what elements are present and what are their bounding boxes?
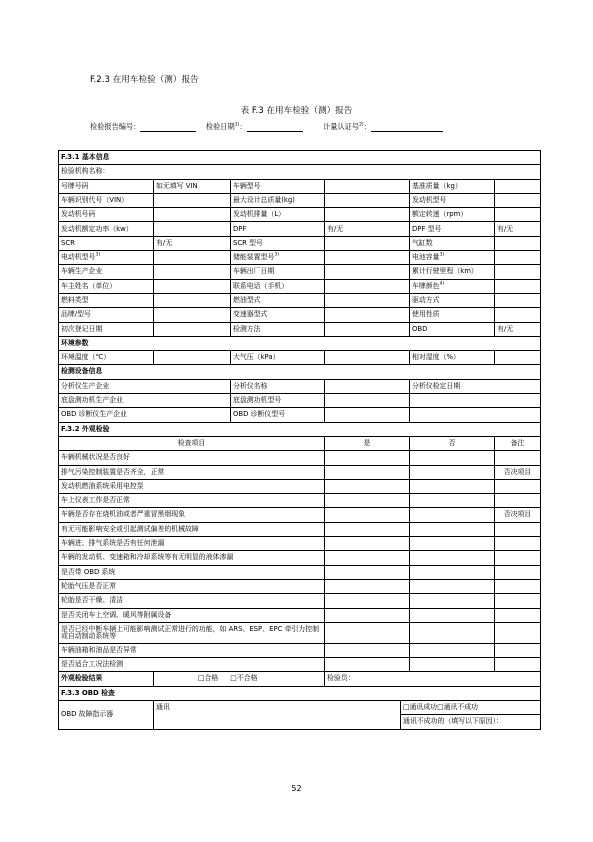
obd-comm-label: 通讯 <box>154 700 401 714</box>
visual-check-row <box>59 608 541 622</box>
battery-capacity-label: 电池容量$^{3)}$ <box>410 251 495 265</box>
table-row <box>59 394 541 408</box>
scr-label: SCR <box>59 236 154 250</box>
section-heading: F.2.3 在用车检验（测）报告 <box>90 75 199 85</box>
check-yes-cell[interactable] <box>325 465 410 479</box>
check-no-cell[interactable] <box>410 643 495 657</box>
basic-info-title: F.3.1 基本信息 <box>59 151 541 165</box>
table-row <box>59 279 541 293</box>
report-no-blank[interactable] <box>140 123 196 132</box>
check-item-label: 是否带 OBD 系统 <box>59 565 325 579</box>
comm-fail-reason: 通讯不成功的（填写以下原因）： <box>401 715 541 729</box>
visual-check-row <box>59 551 541 565</box>
table-row <box>59 700 541 714</box>
check-item-label: 是否适合工况法检测 <box>59 658 325 672</box>
dyno-maker-label: 底盘测功机生产企业 <box>59 394 231 408</box>
check-item-label: 有无可能影响安全或引起测试偏差的机械故障 <box>59 522 325 536</box>
rated-speed-label: 额定转速（rpm） <box>410 208 495 222</box>
phone-label: 联系电话（手机） <box>231 279 325 293</box>
visual-header-note: 备注 <box>495 436 541 450</box>
table-row <box>59 308 541 322</box>
visual-result-row <box>59 672 541 686</box>
obd-tool-maker-label: OBD 诊断仪生产企业 <box>59 408 231 422</box>
date-note: 1) <box>234 122 240 128</box>
check-no-cell[interactable] <box>410 537 495 551</box>
visual-check-row <box>59 508 541 522</box>
table-row <box>59 322 541 336</box>
check-no-cell[interactable] <box>410 658 495 672</box>
dpf-option[interactable]: 有/无 <box>325 222 410 236</box>
plate-no-hint: 如无填写 VIN <box>154 179 231 193</box>
analyzer-maker-label: 分析仪生产企业 <box>59 379 231 393</box>
check-no-cell[interactable] <box>410 465 495 479</box>
analyzer-name-label: 分析仪名称 <box>231 379 325 393</box>
inspection-report-table <box>58 150 541 730</box>
reference-mass-label: 基准质量（kg） <box>410 179 495 193</box>
visual-check-row <box>59 537 541 551</box>
check-note-cell <box>495 658 541 672</box>
fuel-type-label: 燃料类型 <box>59 293 154 307</box>
check-no-cell[interactable] <box>410 594 495 608</box>
visual-header-no: 否 <box>410 436 495 450</box>
fail-checkbox[interactable]: □不合格 <box>230 674 258 683</box>
owner-label: 车主姓名（单位） <box>59 279 154 293</box>
check-item-label: 轮胎气压是否正常 <box>59 579 325 593</box>
analyzer-cal-date-label: 分析仪检定日期 <box>410 379 541 393</box>
visual-check-row <box>59 494 541 508</box>
cert-note: 2) <box>359 122 364 128</box>
rated-power-label: 发动机额定功率（kw） <box>59 222 154 236</box>
test-method-label: 检测方法 <box>231 322 325 336</box>
obd-label: OBD <box>410 322 495 336</box>
cert-colon: ： <box>363 122 371 131</box>
table-row <box>59 265 541 279</box>
check-note-cell <box>495 522 541 536</box>
check-note-cell: 否决项目 <box>495 465 541 479</box>
visual-check-row <box>59 658 541 672</box>
brand-label: 品牌/型号 <box>59 308 154 322</box>
visual-check-row <box>59 579 541 593</box>
testing-org-label: 检验机构名称： <box>59 165 541 179</box>
check-item-label: 是否已经中断车辆上可能影响测试正常进行的功能，如 ARS、ESP、EPC 牵引力控制或自动制动系统等 <box>59 622 325 643</box>
check-no-cell[interactable] <box>410 565 495 579</box>
cylinders-label: 气缸数 <box>410 236 495 250</box>
check-no-cell[interactable] <box>410 522 495 536</box>
plate-no-label: 号牌号码 <box>59 179 154 193</box>
check-yes-cell[interactable] <box>325 643 410 657</box>
check-note-cell <box>495 594 541 608</box>
check-note-cell <box>495 451 541 465</box>
check-yes-cell[interactable] <box>325 522 410 536</box>
obd-indicator-label: OBD 故障指示器 <box>59 700 154 729</box>
visual-title: F.3.2 外观检验 <box>59 422 541 436</box>
check-yes-cell[interactable] <box>325 508 410 522</box>
check-note-cell <box>495 565 541 579</box>
scr-model-label: SCR 型号 <box>231 236 325 250</box>
visual-check-rows <box>59 451 541 672</box>
check-item-label: 车辆进、排气系统是否有任何泄漏 <box>59 537 325 551</box>
check-yes-cell[interactable] <box>325 658 410 672</box>
check-note-cell <box>495 479 541 493</box>
check-yes-cell[interactable] <box>325 494 410 508</box>
max-mass-label: 最大设计总质量(kg) <box>231 193 325 207</box>
check-yes-cell[interactable] <box>325 451 410 465</box>
env-title: 环境参数 <box>59 336 541 350</box>
fuel-supply-label: 燃油型式 <box>231 293 325 307</box>
check-item-label: 发动机燃油系统采用电控泵 <box>59 479 325 493</box>
table-row <box>59 179 541 193</box>
storage-model-label: 储能装置型号$^{3)}$ <box>231 251 325 265</box>
visual-header-row <box>59 436 541 450</box>
check-note-cell <box>495 608 541 622</box>
comm-success-checkbox[interactable]: □通讯成功 <box>403 703 438 711</box>
visual-result-options[interactable] <box>154 672 325 686</box>
visual-header-item: 检查项目 <box>59 436 325 450</box>
check-no-cell[interactable] <box>410 479 495 493</box>
pressure-label: 大气压（kPa） <box>231 351 325 365</box>
check-note-cell <box>495 579 541 593</box>
check-note-cell <box>495 622 541 643</box>
engine-no-label: 发动机号码 <box>59 208 154 222</box>
visual-check-row <box>59 465 541 479</box>
visual-check-row <box>59 594 541 608</box>
check-no-cell[interactable] <box>410 494 495 508</box>
obd-comm-options[interactable] <box>401 700 541 714</box>
page-number: 52 <box>291 784 302 793</box>
check-yes-cell[interactable] <box>325 551 410 565</box>
check-yes-cell[interactable] <box>325 622 410 643</box>
check-note-cell <box>495 494 541 508</box>
usage-label: 使用性质 <box>410 308 495 322</box>
motor-model-label: 电动机型号$^{3)}$ <box>59 251 154 265</box>
table-row <box>59 222 541 236</box>
drive-type-label: 驱动方式 <box>410 293 495 307</box>
comm-fail-checkbox[interactable]: □通讯不成功 <box>437 703 479 711</box>
check-note-cell <box>495 537 541 551</box>
check-note-cell: 否决项目 <box>495 508 541 522</box>
obd-tool-model-label: OBD 诊断仪型号 <box>231 408 325 422</box>
date-label: 检验日期 <box>205 122 235 131</box>
mileage-label: 累计行驶里程（km） <box>410 265 495 279</box>
table-row <box>59 193 541 207</box>
dpf-label: DPF <box>231 222 325 236</box>
vin-label: 车辆识别代号（VIN） <box>59 193 154 207</box>
date-blank[interactable] <box>247 123 303 132</box>
check-item-label: 车辆是否存在烧机油或者严重冒黑烟现象 <box>59 508 325 522</box>
displacement-label: 发动机排量（L） <box>231 208 325 222</box>
check-note-cell <box>495 551 541 565</box>
table-row <box>59 293 541 307</box>
check-item-label: 车辆油箱和油品是否异常 <box>59 643 325 657</box>
check-no-cell[interactable] <box>410 622 495 643</box>
scr-option[interactable]: 有/无 <box>154 236 231 250</box>
visual-check-row <box>59 622 541 643</box>
humidity-label: 相对湿度（%） <box>410 351 495 365</box>
table-row <box>59 351 541 365</box>
plate-color-label: 车牌颜色$^{4)}$ <box>410 279 495 293</box>
visual-check-row <box>59 565 541 579</box>
table-row <box>59 251 541 265</box>
manufacturer-label: 车辆生产企业 <box>59 265 154 279</box>
ambient-temp-label: 环境温度（℃） <box>59 351 154 365</box>
check-yes-cell[interactable] <box>325 537 410 551</box>
check-no-cell[interactable] <box>410 579 495 593</box>
pass-checkbox[interactable]: □合格 <box>198 674 219 683</box>
inspector-label: 检验员： <box>325 672 541 686</box>
production-date-label: 车辆出厂日期 <box>231 265 325 279</box>
report-no-label: 检验报告编号： <box>90 122 141 131</box>
check-item-label: 车辆机械状况是否良好 <box>59 451 325 465</box>
visual-check-row <box>59 643 541 657</box>
check-yes-cell[interactable] <box>325 579 410 593</box>
cert-label: 计量认证号 <box>323 122 360 131</box>
check-no-cell[interactable] <box>410 608 495 622</box>
check-item-label: 排气污染控制装置是否齐全，正常 <box>59 465 325 479</box>
report-header-fields <box>90 122 443 132</box>
table-row <box>59 379 541 393</box>
check-yes-cell[interactable] <box>325 608 410 622</box>
check-item-label: 车上仪表工作是否正常 <box>59 494 325 508</box>
registration-date-label: 初次登记日期 <box>59 322 154 336</box>
check-yes-cell[interactable] <box>325 594 410 608</box>
dyno-model-label: 底盘测功机型号 <box>231 394 325 408</box>
cert-blank[interactable] <box>371 123 443 132</box>
table-row <box>59 236 541 250</box>
dpf-model-option[interactable]: 有/无 <box>495 222 541 236</box>
check-item-label: 是否关闭车上空调、暖风等附属设备 <box>59 608 325 622</box>
date-colon: ： <box>239 122 247 131</box>
table-row <box>59 408 541 422</box>
check-note-cell <box>495 643 541 657</box>
check-no-cell[interactable] <box>410 508 495 522</box>
visual-result-label: 外观检验结果 <box>59 672 154 686</box>
check-no-cell[interactable] <box>410 451 495 465</box>
visual-header-yes: 是 <box>325 436 410 450</box>
equipment-title: 检测设备信息 <box>59 365 541 379</box>
vehicle-model-label: 车辆型号 <box>231 179 325 193</box>
check-yes-cell[interactable] <box>325 565 410 579</box>
check-no-cell[interactable] <box>410 551 495 565</box>
check-item-label: 车辆的发动机、变速箱和冷却系统等有无明显的液体渗漏 <box>59 551 325 565</box>
transmission-label: 变速器型式 <box>231 308 325 322</box>
check-item-label: 轮胎是否干燥、清洁 <box>59 594 325 608</box>
visual-check-row <box>59 479 541 493</box>
obd-check-title: F.3.3 OBD 检查 <box>59 686 541 700</box>
table-row <box>59 208 541 222</box>
obd-option[interactable]: 有/无 <box>495 322 541 336</box>
visual-check-row <box>59 522 541 536</box>
dpf-model-label: DPF 型号 <box>410 222 495 236</box>
check-yes-cell[interactable] <box>325 479 410 493</box>
engine-model-label: 发动机型号 <box>410 193 495 207</box>
table-title: 表 F.3 在用车检验（测）报告 <box>240 106 353 116</box>
visual-check-row <box>59 451 541 465</box>
